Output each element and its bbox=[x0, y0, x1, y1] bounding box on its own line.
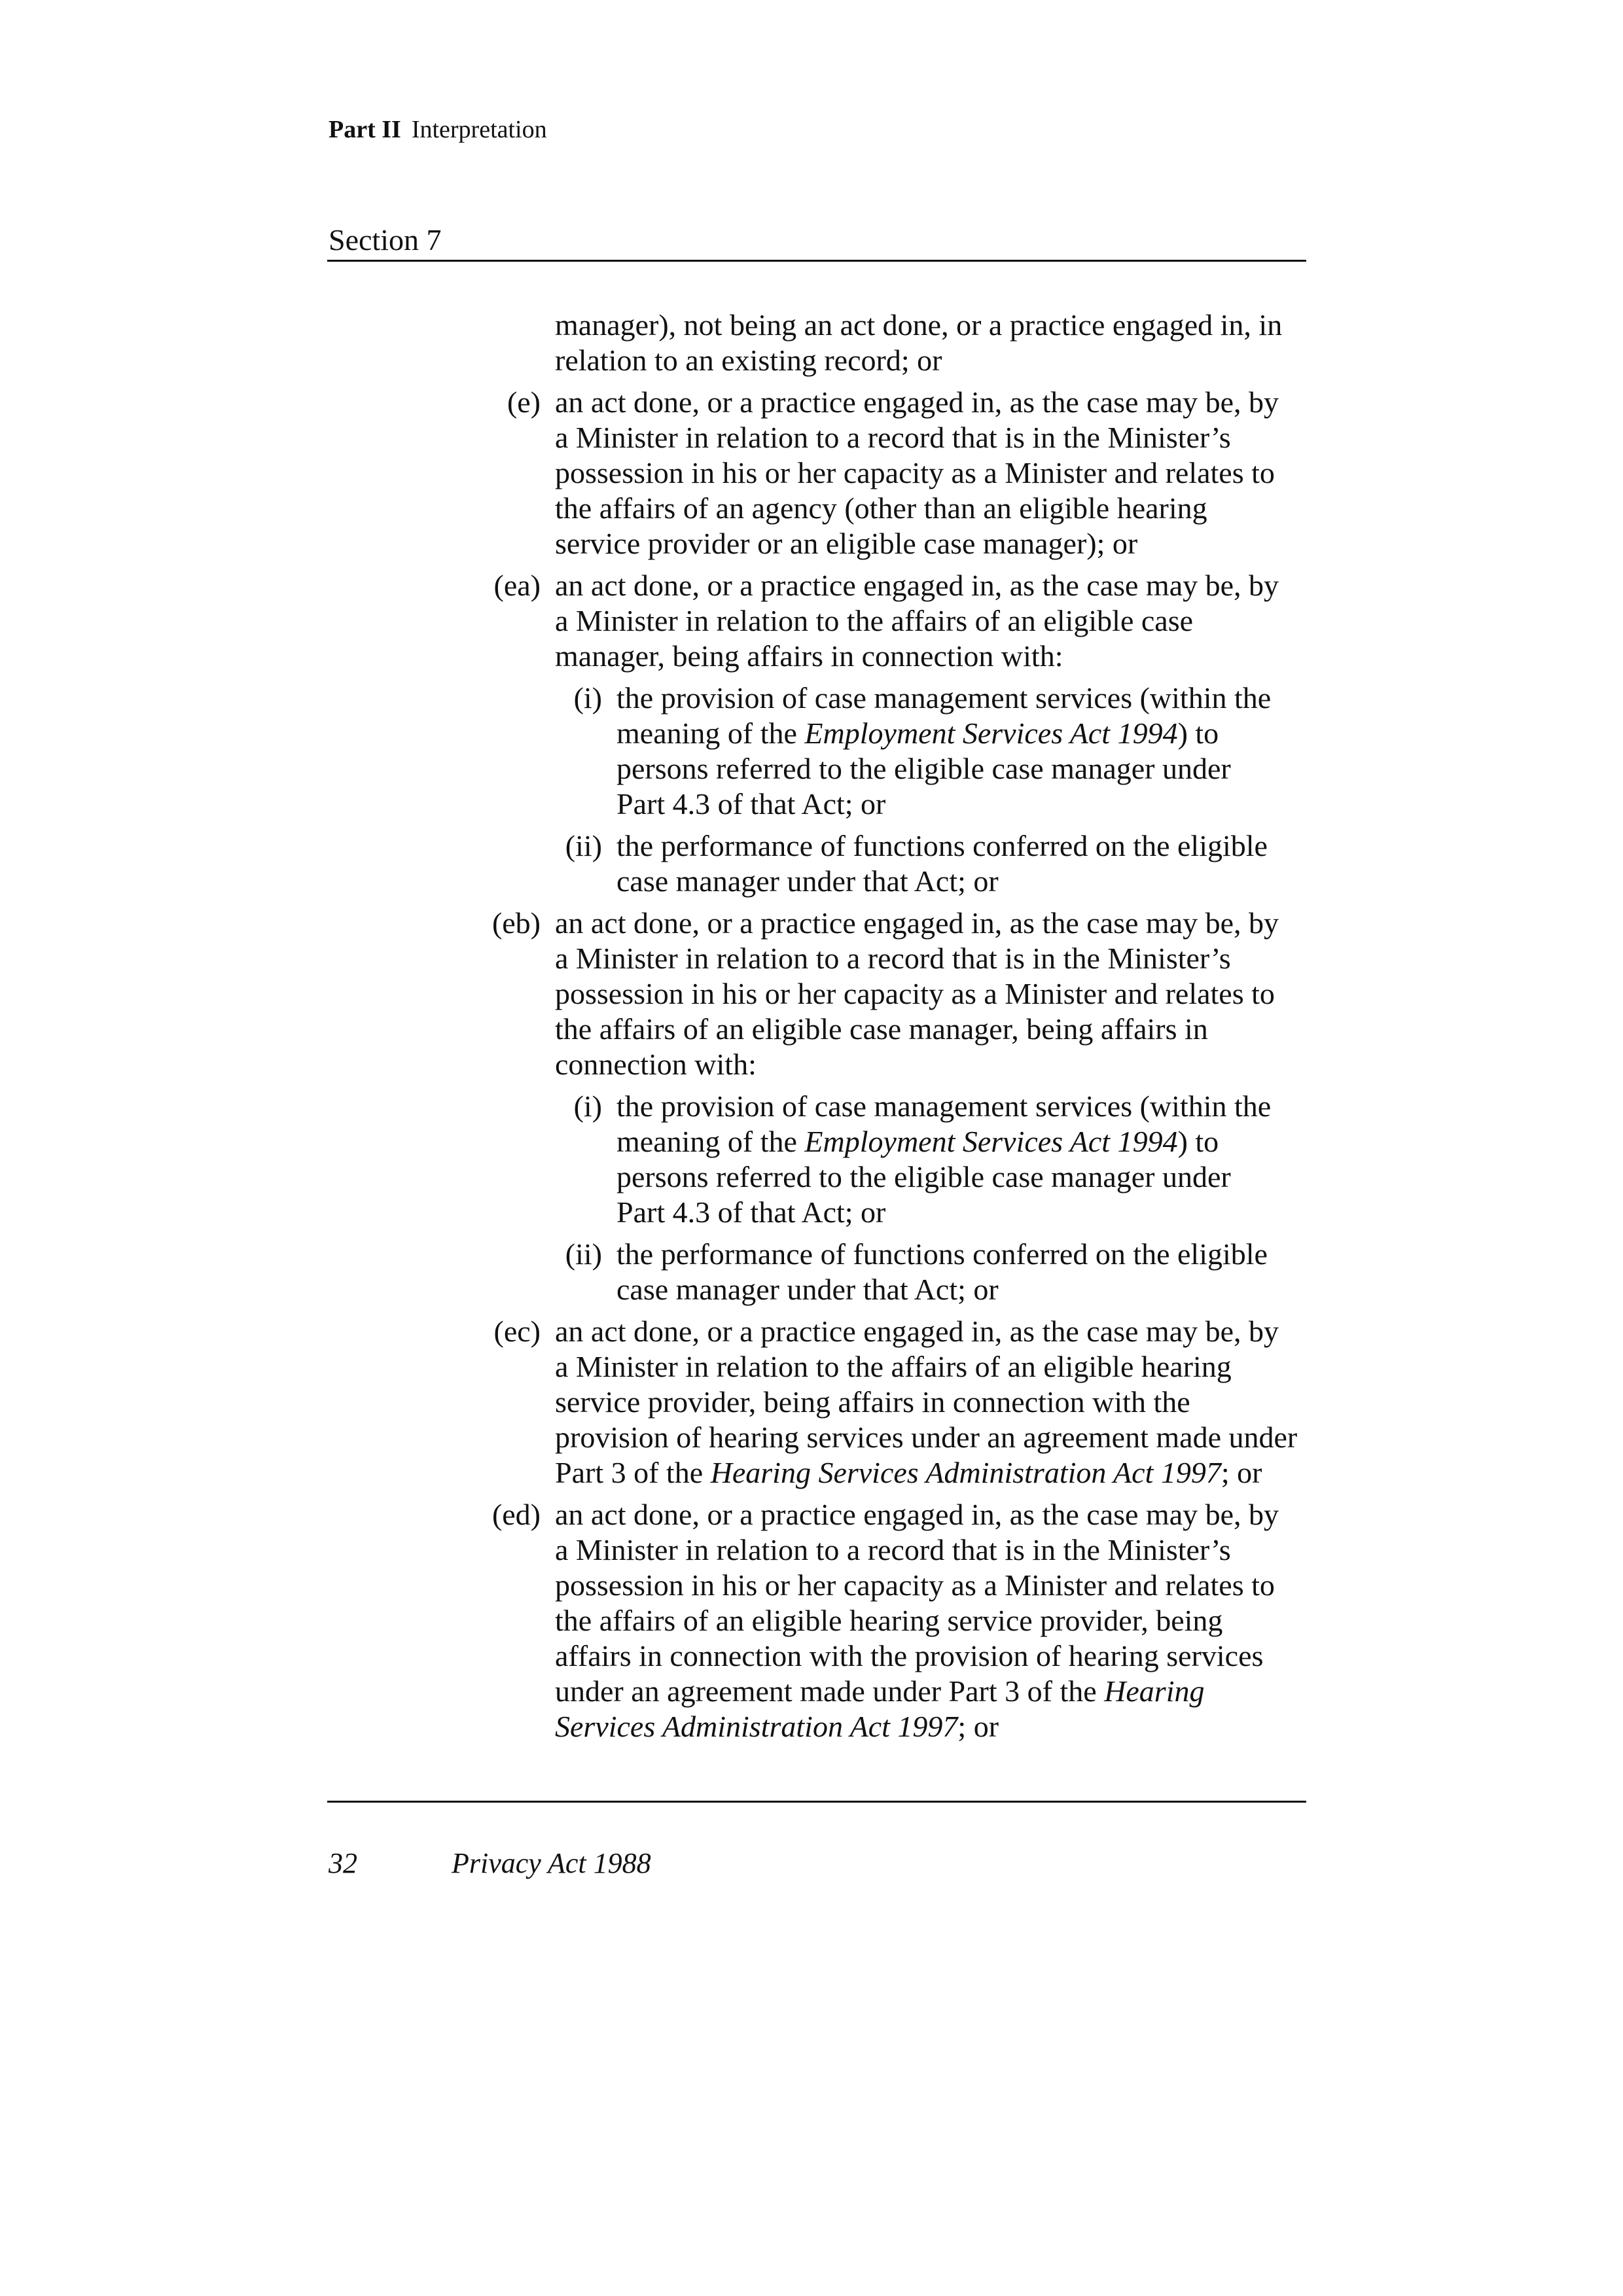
act-title: Hearing Services Administration Act 1997 bbox=[710, 1456, 1221, 1489]
subparagraph-label: (ii) bbox=[565, 1237, 602, 1271]
subparagraph-label: (i) bbox=[573, 681, 602, 715]
paragraph-label: (ea) bbox=[493, 569, 541, 602]
text-line: service provider, being affairs in connection with the bbox=[555, 1385, 1190, 1419]
text-run: ) to bbox=[1177, 716, 1219, 750]
text-line: service provider or an eligible case manager); or bbox=[555, 527, 1138, 560]
text-line: persons referred to the eligible case manager under bbox=[616, 1160, 1231, 1193]
subparagraph-label: (i) bbox=[573, 1089, 602, 1123]
subparagraph-eb-i bbox=[573, 1089, 1307, 1230]
text-line bbox=[616, 1124, 1307, 1159]
subparagraph-ea-ii bbox=[565, 828, 1307, 899]
text-line: an act done, or a practice engaged in, as the case may be, by bbox=[555, 385, 1279, 419]
text-line: manager), not being an act done, or a practice engaged in, in bbox=[555, 308, 1283, 342]
text-line: the performance of functions conferred on the eligible bbox=[616, 1237, 1268, 1271]
paragraph-label: (e) bbox=[507, 385, 541, 419]
text-line: the affairs of an eligible hearing service provider, being bbox=[555, 1604, 1223, 1637]
text-run: under an agreement made under Part 3 of the bbox=[555, 1674, 1105, 1708]
paragraph-label: (eb) bbox=[491, 906, 541, 940]
subparagraph-eb-ii bbox=[565, 1237, 1307, 1307]
act-title: Services Administration Act 1997 bbox=[555, 1710, 958, 1743]
act-title: Employment Services Act 1994 bbox=[804, 1125, 1178, 1158]
text-line: the affairs of an eligible case manager, being affairs in bbox=[555, 1012, 1208, 1046]
text-line bbox=[616, 716, 1307, 751]
text-line: an act done, or a practice engaged in, as the case may be, by bbox=[555, 906, 1279, 940]
header-rule bbox=[327, 260, 1306, 262]
part-label: Part II bbox=[329, 116, 401, 143]
text-line: Part 4.3 of that Act; or bbox=[616, 1195, 886, 1229]
text-line: case manager under that Act; or bbox=[616, 1273, 999, 1306]
paragraph-label: (ec) bbox=[493, 1315, 541, 1348]
footer-rule bbox=[327, 1801, 1306, 1803]
text-line: connection with: bbox=[555, 1048, 757, 1081]
text-line: possession in his or her capacity as a Minister and relates to bbox=[555, 977, 1275, 1010]
text-line: persons referred to the eligible case manager under bbox=[616, 752, 1231, 785]
paragraph-eb bbox=[491, 906, 1308, 1082]
text-run: ) to bbox=[1177, 1125, 1219, 1158]
text-line bbox=[555, 1455, 1308, 1491]
text-line: provision of hearing services under an agreement made under bbox=[555, 1421, 1298, 1454]
text-line bbox=[555, 1674, 1308, 1709]
text-line: a Minister in relation to the affairs of an eligible case bbox=[555, 604, 1194, 637]
text-line: the provision of case management services (within the bbox=[616, 1089, 1272, 1123]
text-line: possession in his or her capacity as a Minister and relates to bbox=[555, 1568, 1275, 1602]
paragraph-ed bbox=[491, 1497, 1308, 1744]
text-line: a Minister in relation to a record that is in the Minister’s bbox=[555, 421, 1231, 454]
text-line: case manager under that Act; or bbox=[616, 864, 999, 898]
text-line: possession in his or her capacity as a Minister and relates to bbox=[555, 456, 1275, 489]
text-run: ; or bbox=[957, 1710, 999, 1743]
part-title: Interpretation bbox=[411, 116, 547, 143]
text-line: an act done, or a practice engaged in, as the case may be, by bbox=[555, 1315, 1279, 1348]
text-line: manager, being affairs in connection with: bbox=[555, 639, 1063, 673]
paragraph-ec bbox=[493, 1314, 1308, 1491]
text-run: Part 3 of the bbox=[555, 1456, 711, 1489]
paragraph-e bbox=[507, 385, 1308, 561]
paragraph-ea bbox=[493, 568, 1308, 674]
continued-paragraph bbox=[555, 308, 1308, 378]
section-heading: Section 7 bbox=[329, 223, 442, 256]
act-title: Employment Services Act 1994 bbox=[804, 716, 1178, 750]
text-line: the affairs of an agency (other than an eligible hearing bbox=[555, 491, 1207, 525]
text-line: a Minister in relation to the affairs of an eligible hearing bbox=[555, 1350, 1232, 1383]
text-run: ; or bbox=[1221, 1456, 1262, 1489]
text-line: an act done, or a practice engaged in, as the case may be, by bbox=[555, 1498, 1279, 1531]
text-line: an act done, or a practice engaged in, as the case may be, by bbox=[555, 569, 1279, 602]
text-line: Part 4.3 of that Act; or bbox=[616, 787, 886, 821]
running-head bbox=[329, 115, 547, 144]
act-title: Hearing bbox=[1104, 1674, 1205, 1708]
text-line: a Minister in relation to a record that is in the Minister’s bbox=[555, 942, 1231, 975]
text-line bbox=[555, 1709, 1308, 1744]
subparagraph-ea-i bbox=[573, 680, 1307, 822]
text-run: meaning of the bbox=[616, 1125, 805, 1158]
subparagraph-label: (ii) bbox=[565, 829, 602, 862]
text-line: the performance of functions conferred on the eligible bbox=[616, 829, 1268, 862]
text-line: a Minister in relation to a record that is in the Minister’s bbox=[555, 1533, 1231, 1566]
text-line: relation to an existing record; or bbox=[555, 344, 942, 377]
page-number: 32 bbox=[329, 1847, 357, 1879]
text-run: meaning of the bbox=[616, 716, 805, 750]
body-text bbox=[0, 308, 1623, 1744]
act-title-footer: Privacy Act 1988 bbox=[452, 1847, 651, 1879]
paragraph-label: (ed) bbox=[491, 1498, 541, 1531]
text-line: the provision of case management services (within the bbox=[616, 681, 1272, 715]
text-line: affairs in connection with the provision of hearing services bbox=[555, 1639, 1264, 1672]
